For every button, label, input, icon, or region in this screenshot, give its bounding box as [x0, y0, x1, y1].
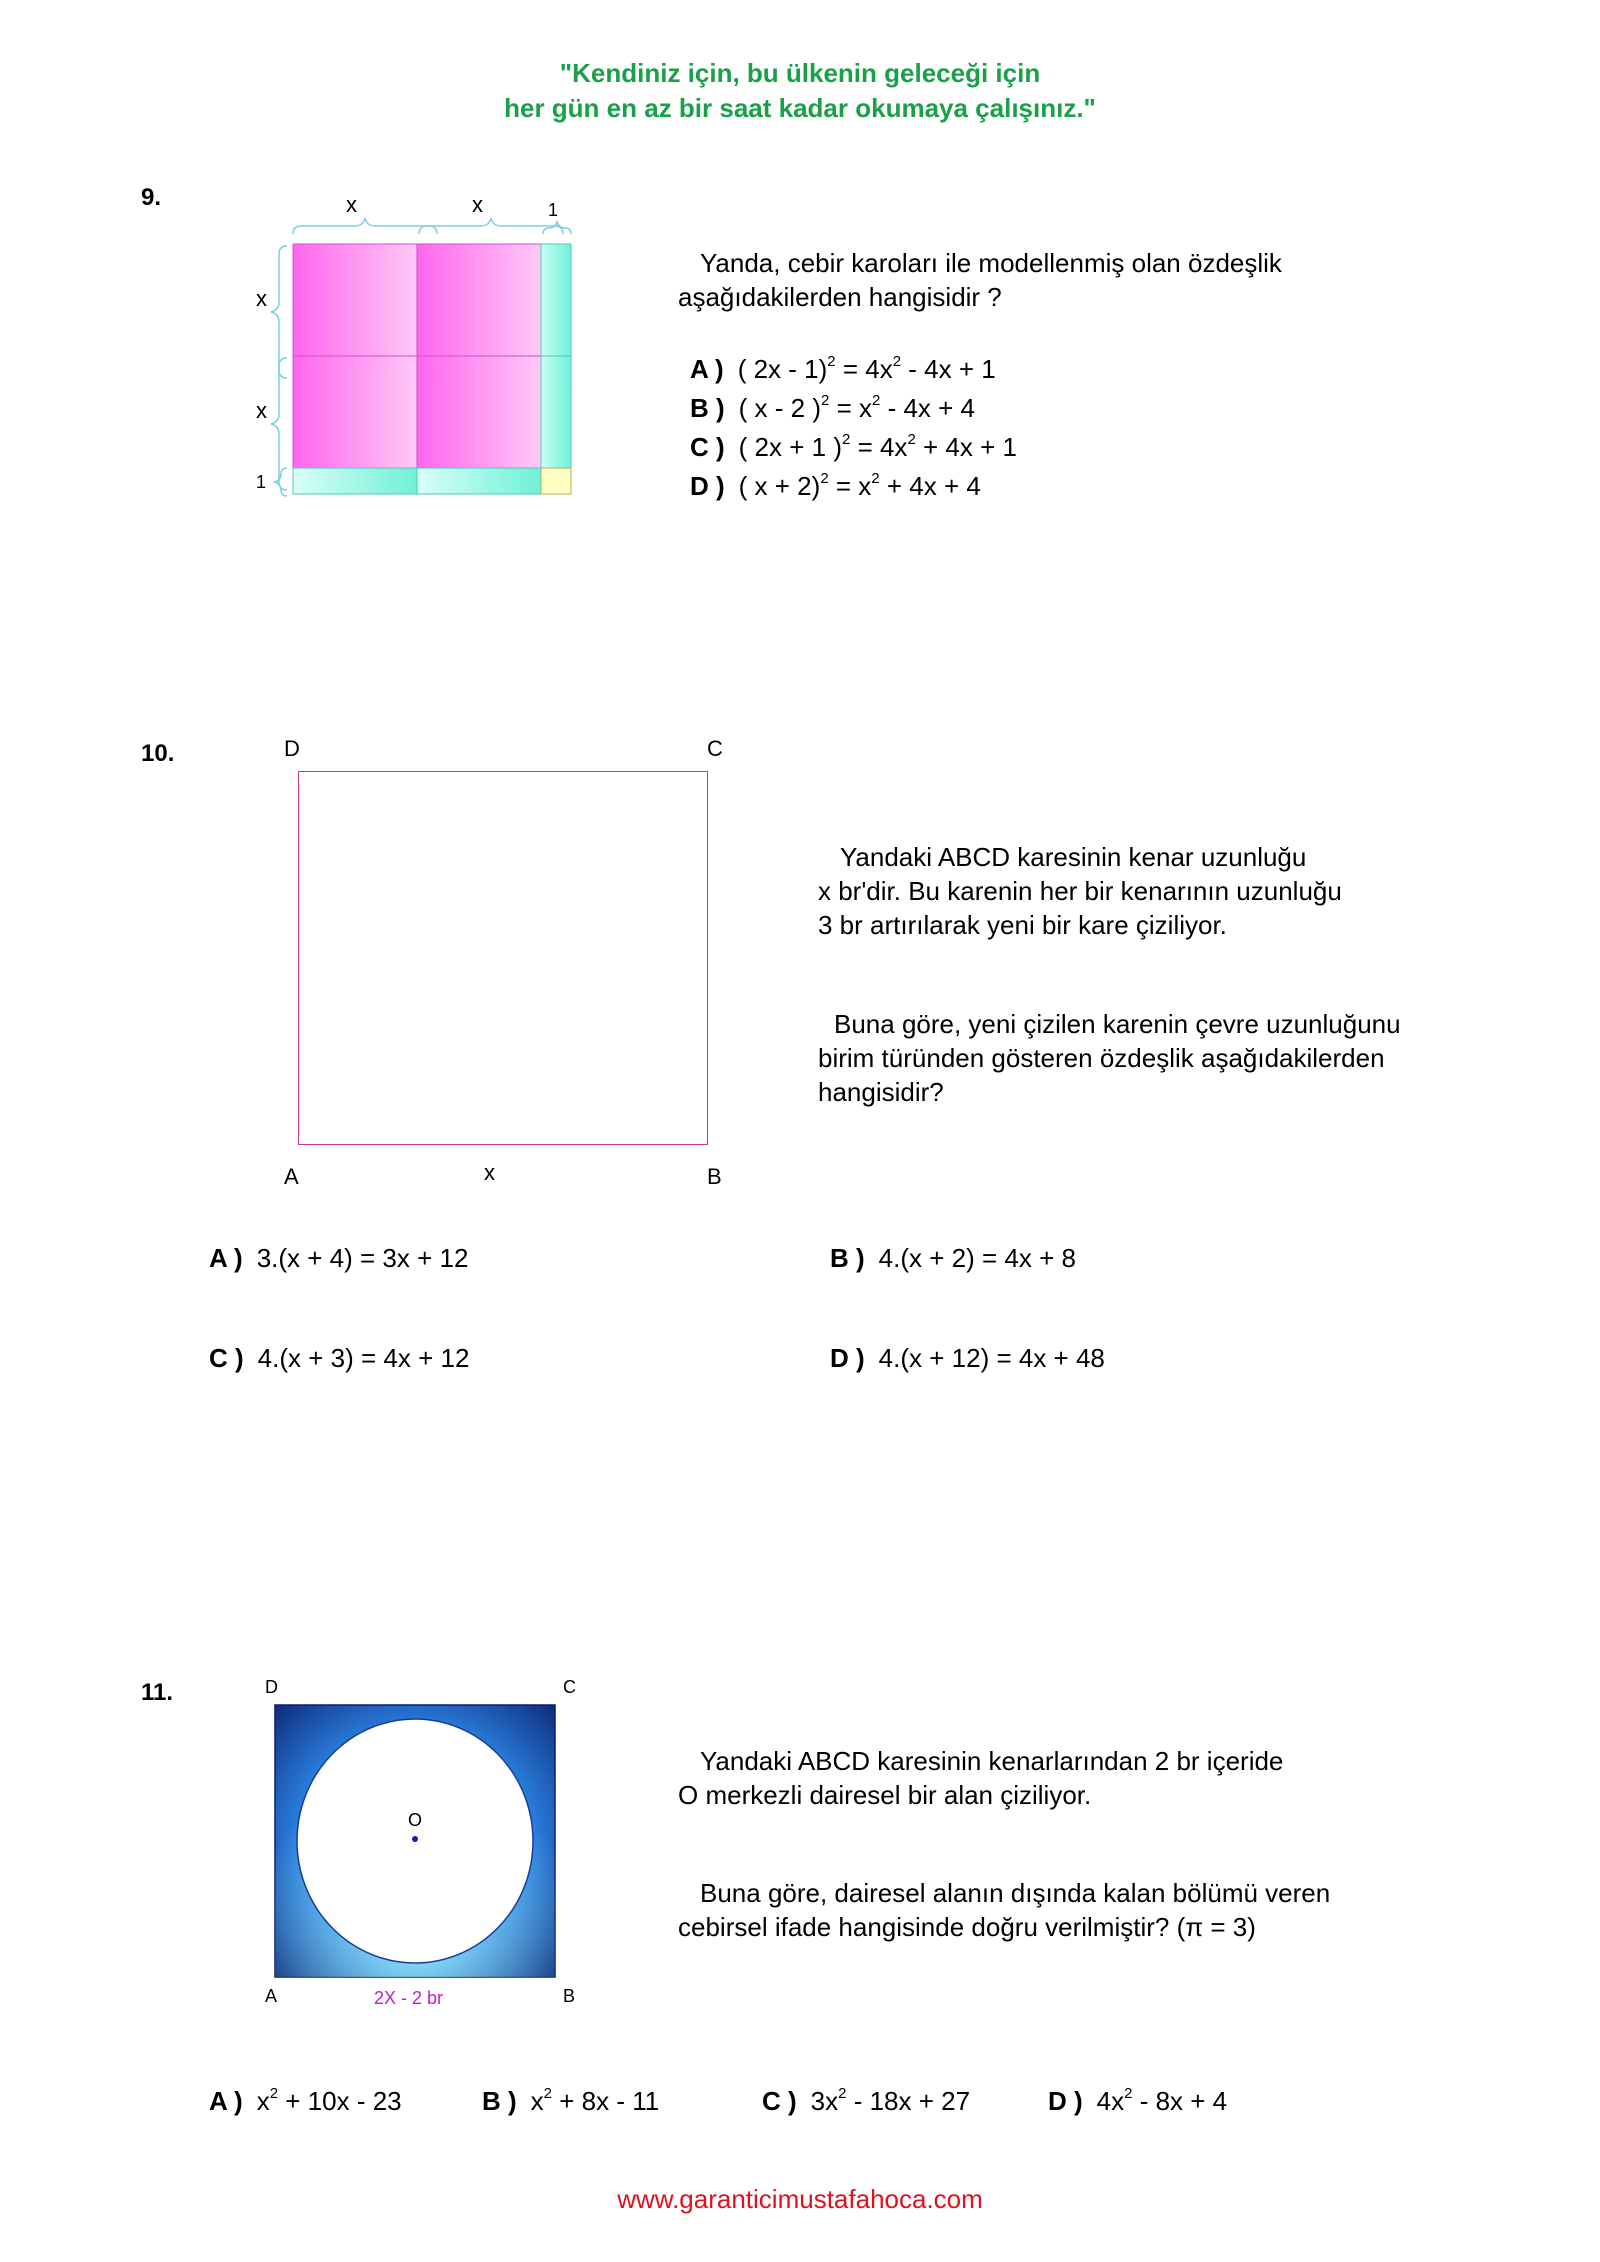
q9-option-d[interactable]: D ) ( $x + 2)^2 = x^2 + 4x + 4$: [690, 470, 981, 501]
tile-x2-1: [293, 244, 417, 356]
q10-option-d[interactable]: D ) 4.(x + 12) = 4x + 48: [830, 1343, 1105, 1373]
motto-line-2: her gün en az bir saat kadar okumaya çalışınız.": [504, 93, 1096, 123]
square-with-circle-figure: [270, 1700, 560, 1982]
q10-para2-line-1: Buna göre, yeni çizilen karenin çevre uzunluğunu: [834, 1009, 1401, 1039]
algebra-tiles-figure: [245, 190, 585, 500]
q10-para2-line-2: birim türünden gösteren özdeşlik aşağıdakilerden: [818, 1043, 1385, 1073]
vertex-a: A: [284, 1164, 299, 1189]
q10-para1-line-1: Yandaki ABCD karesinin kenar uzunluğu: [840, 842, 1307, 872]
brace-top-x2: [419, 218, 563, 234]
tile-x-horizontal-1: [293, 468, 417, 494]
q11-option-c[interactable]: C ) $3x^2 - 18x + 27$: [762, 2085, 971, 2116]
vertex-c: C: [707, 736, 723, 761]
q10-option-a[interactable]: A ) 3.(x + 4) = 3x + 12: [209, 1243, 469, 1273]
tile-x2-2: [417, 244, 541, 356]
tile-x2-4: [417, 356, 541, 468]
q10-para1-line-2: x br'dir. Bu karenin her bir kenarının uzunluğu: [818, 876, 1342, 906]
q10-option-c[interactable]: C ) 4.(x + 3) = 4x + 12: [209, 1343, 470, 1373]
question-number: 11.: [141, 1679, 174, 1706]
q11-para2-line-2: cebirsel ifade hangisinde doğru verilmiştir? (π = 3): [678, 1912, 1256, 1942]
tile-label-left-x1: x: [256, 286, 267, 311]
question-number: 10.: [141, 740, 175, 767]
tile-label-top-x2: x: [472, 192, 483, 217]
tile-x-vertical-2: [541, 356, 571, 468]
q11-para2-line-1: Buna göre, dairesel alanın dışında kalan bölümü veren: [700, 1878, 1331, 1908]
vertex-d: D: [284, 736, 300, 761]
side-label: 2X - 2 br: [374, 1988, 444, 2008]
q10-para1-line-3: 3 br artırılarak yeni bir kare çiziliyor.: [818, 910, 1227, 940]
vertex-a: A: [265, 1986, 278, 2006]
tile-x-vertical-1: [541, 244, 571, 356]
q11-option-a[interactable]: A ) $x^2 + 10x - 23$: [209, 2085, 402, 2116]
tile-x-horizontal-2: [417, 468, 541, 494]
circle-center-point: [412, 1836, 418, 1842]
brace-top-x1: [293, 218, 437, 234]
question-number: 9.: [141, 184, 162, 211]
center-label-o: O: [408, 1810, 423, 1830]
side-label: x: [484, 1160, 495, 1185]
tile-x2-3: [293, 356, 417, 468]
vertex-d: D: [265, 1677, 278, 1697]
q9-option-c[interactable]: C ) ( 2x + 1 )$^2 = 4x^2 + 4x + 1$: [690, 431, 1017, 462]
footer-website-link[interactable]: www.garanticimustafahoca.com: [617, 2184, 983, 2214]
tile-label-left-1: 1: [256, 472, 267, 492]
tile-unit: [541, 468, 571, 494]
vertex-b: B: [563, 1986, 576, 2006]
q10-option-b[interactable]: B ) 4.(x + 2) = 4x + 8: [830, 1243, 1076, 1273]
q11-para1-line-1: Yandaki ABCD karesinin kenarlarından 2 br içeride: [700, 1746, 1284, 1776]
square-abcd: [298, 771, 708, 1145]
q9-option-a[interactable]: A ) ( $2x - 1)^2 = 4x^2 - 4x + 1$: [690, 353, 996, 384]
q11-para1-line-2: O merkezli dairesel bir alan çiziliyor.: [678, 1780, 1092, 1810]
q9-text-line-1: Yanda, cebir karoları ile modellenmiş olan özdeşlik: [700, 248, 1282, 278]
q9-text-line-2: aşağıdakilerden hangisidir ?: [678, 282, 1002, 312]
brace-top-1: [543, 222, 571, 234]
q11-option-b[interactable]: B ) $x^2 + 8x - 11$: [482, 2085, 660, 2116]
q9-option-b[interactable]: B ) ( x - 2 )$^2 = x^2 - 4x + 4$: [690, 392, 975, 423]
tile-label-left-x2: x: [256, 398, 267, 423]
motto-line-1: "Kendiniz için, bu ülkenin geleceği için: [559, 58, 1041, 88]
vertex-c: C: [563, 1677, 576, 1697]
vertex-b: B: [707, 1164, 722, 1189]
brace-left-1: [275, 468, 287, 496]
q11-option-d[interactable]: D ) $4x^2 - 8x + 4$: [1048, 2085, 1228, 2116]
tile-label-top-x1: x: [346, 192, 357, 217]
q10-para2-line-3: hangisidir?: [818, 1077, 944, 1107]
tile-label-top-1: 1: [548, 200, 559, 220]
